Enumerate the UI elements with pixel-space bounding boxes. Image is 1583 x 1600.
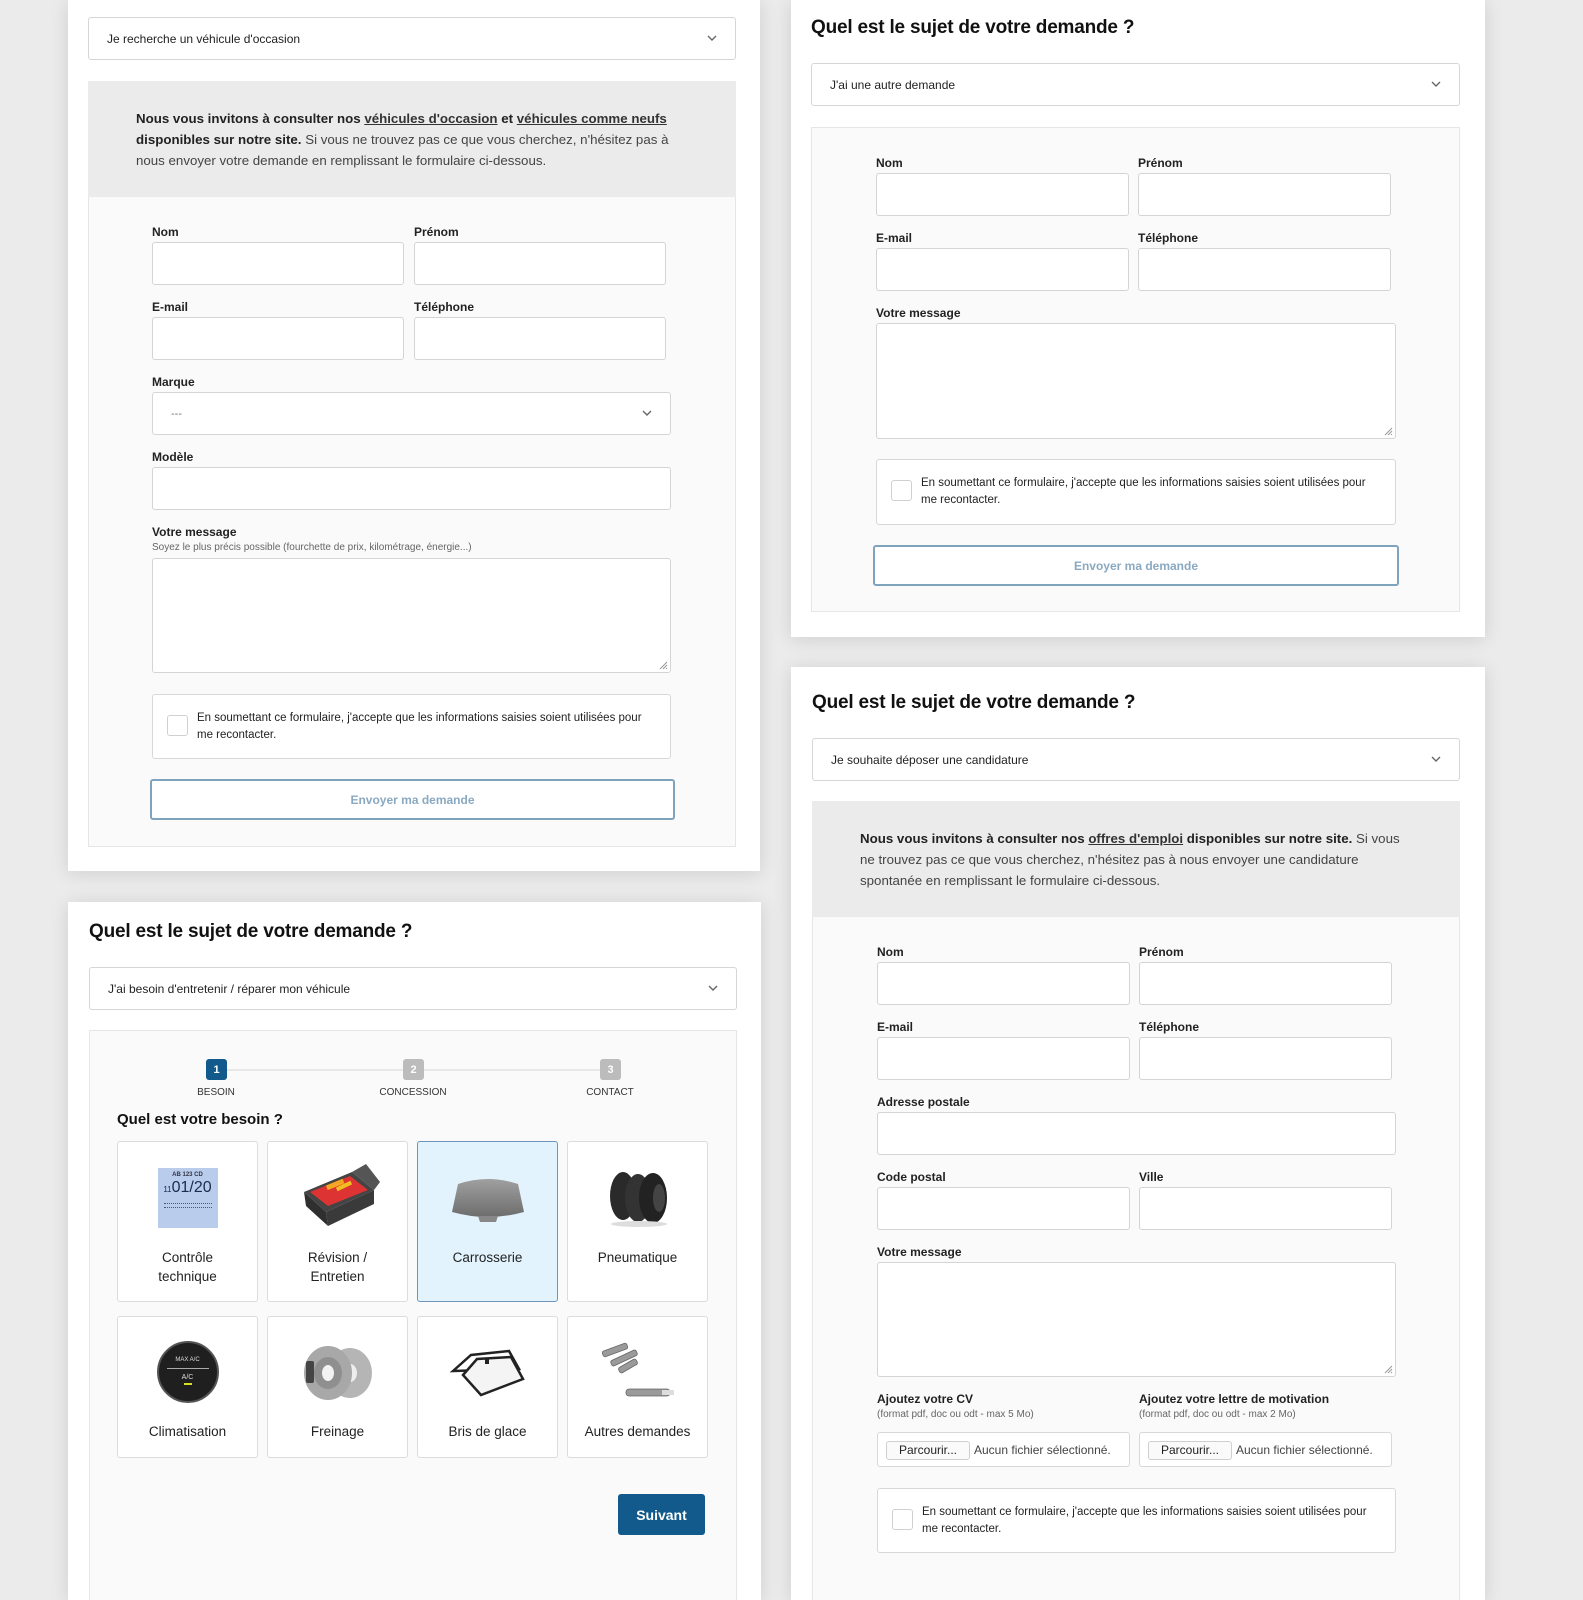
page-title: Quel est le sujet de votre demande ?: [89, 921, 413, 942]
label-modele: Modèle: [152, 450, 194, 464]
resize-grip-icon[interactable]: [1383, 426, 1393, 436]
subject-select[interactable]: [88, 17, 736, 60]
step-3-label: CONTACT: [586, 1087, 634, 1098]
label-code-postal: Code postal: [877, 1170, 946, 1184]
message-hint: Soyez le plus précis possible (fourchette de prix, kilométrage, énergie...): [152, 542, 472, 553]
prenom-input[interactable]: [1138, 173, 1391, 216]
letter-file-input: [1139, 1432, 1392, 1467]
form-box: [812, 917, 1460, 1600]
label-adresse: Adresse postale: [877, 1095, 970, 1109]
send-request-button[interactable]: Envoyer ma demande: [873, 545, 1399, 586]
label-email: E-mail: [152, 300, 189, 314]
step-2-badge: 2: [403, 1059, 424, 1080]
label-nom: Nom: [877, 945, 904, 959]
panel-maintenance: [68, 902, 761, 1600]
label-message: Votre message: [877, 1245, 962, 1259]
consent-checkbox[interactable]: [167, 715, 188, 736]
consent-box: [877, 1488, 1396, 1553]
email-input[interactable]: [152, 317, 404, 360]
tile-label: Pneumatique: [597, 1250, 678, 1265]
email-input[interactable]: [877, 1037, 1130, 1080]
letter-browse-button[interactable]: Parcourir...: [1148, 1441, 1232, 1460]
label-telephone: Téléphone: [1139, 1020, 1200, 1034]
windshield-icon: [447, 1345, 529, 1401]
step-1-label: BESOIN: [197, 1087, 235, 1098]
chevron-down-icon: [705, 31, 719, 45]
subject-select-value: Je souhaite déposer une candidature: [831, 752, 1029, 767]
form-box: [811, 127, 1460, 612]
brake-disc-icon: [300, 1343, 376, 1403]
car-hood-icon: [448, 1172, 528, 1228]
label-message: Votre message: [876, 306, 961, 320]
message-textarea[interactable]: [876, 323, 1396, 439]
tile-autres-demandes[interactable]: [567, 1316, 708, 1458]
chevron-down-icon: [1429, 77, 1443, 91]
sticker-date: 01/20: [171, 1179, 212, 1196]
message-textarea[interactable]: [877, 1262, 1396, 1377]
telephone-input[interactable]: [1138, 248, 1391, 291]
prenom-input[interactable]: [1139, 962, 1392, 1005]
telephone-input[interactable]: [414, 317, 666, 360]
label-marque: Marque: [152, 375, 195, 389]
step-1-badge: 1: [206, 1059, 227, 1080]
tires-icon: [603, 1168, 673, 1228]
ac-control-icon: [157, 1341, 219, 1403]
nom-input[interactable]: [152, 242, 404, 285]
link-job-offers[interactable]: offres d'emploi: [1088, 831, 1184, 846]
consent-box: [876, 459, 1396, 525]
step-2-label: CONCESSION: [379, 1087, 447, 1098]
info-lead: Nous vous invitons à consulter nos: [860, 831, 1085, 846]
cv-file-status: Aucun fichier sélectionné.: [974, 1443, 1111, 1457]
ville-input[interactable]: [1139, 1187, 1392, 1230]
next-button[interactable]: Suivant: [618, 1494, 705, 1535]
info-rest: Si vous ne trouvez pas ce que vous cherchez, n'hésitez pas à nous envoyer une candidature spontanée en remplissant le formulaire ci-dessous.: [860, 831, 1400, 888]
label-email: E-mail: [876, 231, 913, 245]
cv-browse-button[interactable]: Parcourir...: [886, 1441, 970, 1460]
label-email: E-mail: [877, 1020, 914, 1034]
tile-pneumatique[interactable]: [567, 1141, 708, 1302]
subject-select[interactable]: [89, 967, 737, 1010]
adresse-input[interactable]: [877, 1112, 1396, 1155]
letter-file-status: Aucun fichier sélectionné.: [1236, 1443, 1373, 1457]
panel-application: [791, 667, 1485, 1600]
modele-input[interactable]: [152, 467, 671, 510]
info-and: et: [501, 111, 514, 126]
tile-label: Freinage: [310, 1424, 365, 1439]
form-box: [88, 197, 736, 847]
tile-revision-entretien[interactable]: [267, 1141, 408, 1302]
label-cv: Ajoutez votre CV: [877, 1392, 974, 1406]
prenom-input[interactable]: [414, 242, 666, 285]
label-letter: Ajoutez votre lettre de motivation: [1139, 1392, 1330, 1406]
panel-used-vehicle: [68, 0, 760, 871]
ac-max-label: MAX A/C: [175, 1357, 200, 1363]
info-banner: [812, 801, 1460, 917]
link-like-new-vehicles[interactable]: véhicules comme neufs: [516, 111, 667, 126]
consent-checkbox[interactable]: [891, 480, 912, 501]
step-3-badge: 3: [600, 1059, 621, 1080]
nom-input[interactable]: [877, 962, 1130, 1005]
consent-box: [152, 694, 671, 759]
chevron-down-icon: [706, 981, 720, 995]
send-request-button[interactable]: Envoyer ma demande: [150, 779, 675, 820]
spark-plug-icon: [596, 1339, 680, 1405]
code-postal-input[interactable]: [877, 1187, 1130, 1230]
subject-select-value: J'ai une autre demande: [830, 77, 956, 92]
info-lead: Nous vous invitons à consulter nos: [136, 111, 361, 126]
panel-other-request: [791, 0, 1485, 637]
sticker-prefix: 11: [163, 1185, 172, 1194]
consent-checkbox[interactable]: [892, 1509, 913, 1530]
email-input[interactable]: [876, 248, 1129, 291]
info-banner: [88, 81, 736, 197]
label-prenom: Prénom: [1138, 156, 1183, 170]
tile-climatisation[interactable]: [117, 1316, 258, 1458]
consent-text: En soumettant ce formulaire, j'accepte que les informations saisies soient utilisées pour me recontacter.: [921, 477, 1366, 506]
info-bold-tail: disponibles sur notre site.: [136, 132, 302, 147]
nom-input[interactable]: [876, 173, 1129, 216]
tile-freinage[interactable]: [267, 1316, 408, 1458]
subject-select[interactable]: [811, 63, 1460, 106]
subject-select-value: Je recherche un véhicule d'occasion: [107, 31, 301, 46]
toolbox-icon: [296, 1162, 380, 1228]
tile-label: Autres demandes: [584, 1424, 691, 1439]
label-message: Votre message: [152, 525, 237, 539]
tile-controle-technique[interactable]: [117, 1141, 258, 1302]
cv-file-input: [877, 1432, 1130, 1467]
tile-label: Carrosserie: [452, 1250, 523, 1265]
resize-grip-icon[interactable]: [658, 660, 668, 670]
message-textarea[interactable]: [152, 558, 671, 673]
consent-text: En soumettant ce formulaire, j'accepte que les informations saisies soient utilisées pour me recontacter.: [197, 712, 642, 741]
label-telephone: Téléphone: [414, 300, 475, 314]
label-ville: Ville: [1139, 1170, 1164, 1184]
sticker-plate: AB 123 CD: [172, 1172, 203, 1178]
label-nom: Nom: [876, 156, 903, 170]
letter-hint: (format pdf, doc ou odt - max 2 Mo): [1139, 1409, 1296, 1420]
info-rest: Si vous ne trouvez pas ce que vous cherchez, n'hésitez pas à nous envoyer votre demande en remplissant le formulaire ci-dessous.: [136, 132, 669, 168]
marque-select-value: ---: [171, 407, 182, 420]
telephone-input[interactable]: [1139, 1037, 1392, 1080]
link-used-vehicles[interactable]: véhicules d'occasion: [364, 111, 498, 126]
subject-select-value: J'ai besoin d'entretenir / réparer mon véhicule: [108, 981, 351, 996]
chevron-down-icon: [1429, 752, 1443, 766]
ac-label: A/C: [181, 1374, 194, 1381]
need-question: Quel est votre besoin ?: [117, 1111, 283, 1128]
label-prenom: Prénom: [414, 225, 459, 239]
page-title: Quel est le sujet de votre demande ?: [811, 17, 1135, 38]
subject-select[interactable]: [812, 738, 1460, 781]
inspection-sticker-icon: [158, 1168, 218, 1228]
tile-label: Climatisation: [148, 1424, 227, 1439]
chevron-down-icon: [640, 406, 654, 420]
marque-select[interactable]: [152, 392, 671, 435]
page-title: Quel est le sujet de votre demande ?: [812, 692, 1136, 713]
tile-label: Contrôle technique: [158, 1250, 217, 1284]
tile-bris-de-glace[interactable]: [417, 1316, 558, 1458]
label-prenom: Prénom: [1139, 945, 1184, 959]
tile-label: Révision / Entretien: [307, 1250, 368, 1284]
label-nom: Nom: [152, 225, 179, 239]
wizard-box: [89, 1030, 737, 1600]
info-bold-tail: disponibles sur notre site.: [1186, 831, 1353, 846]
consent-text: En soumettant ce formulaire, j'accepte que les informations saisies soient utilisées pour me recontacter.: [922, 1506, 1367, 1535]
tile-carrosserie[interactable]: [417, 1141, 558, 1302]
label-telephone: Téléphone: [1138, 231, 1199, 245]
tile-label: Bris de glace: [448, 1424, 527, 1439]
resize-grip-icon[interactable]: [1383, 1364, 1393, 1374]
cv-hint: (format pdf, doc ou odt - max 5 Mo): [877, 1409, 1034, 1420]
